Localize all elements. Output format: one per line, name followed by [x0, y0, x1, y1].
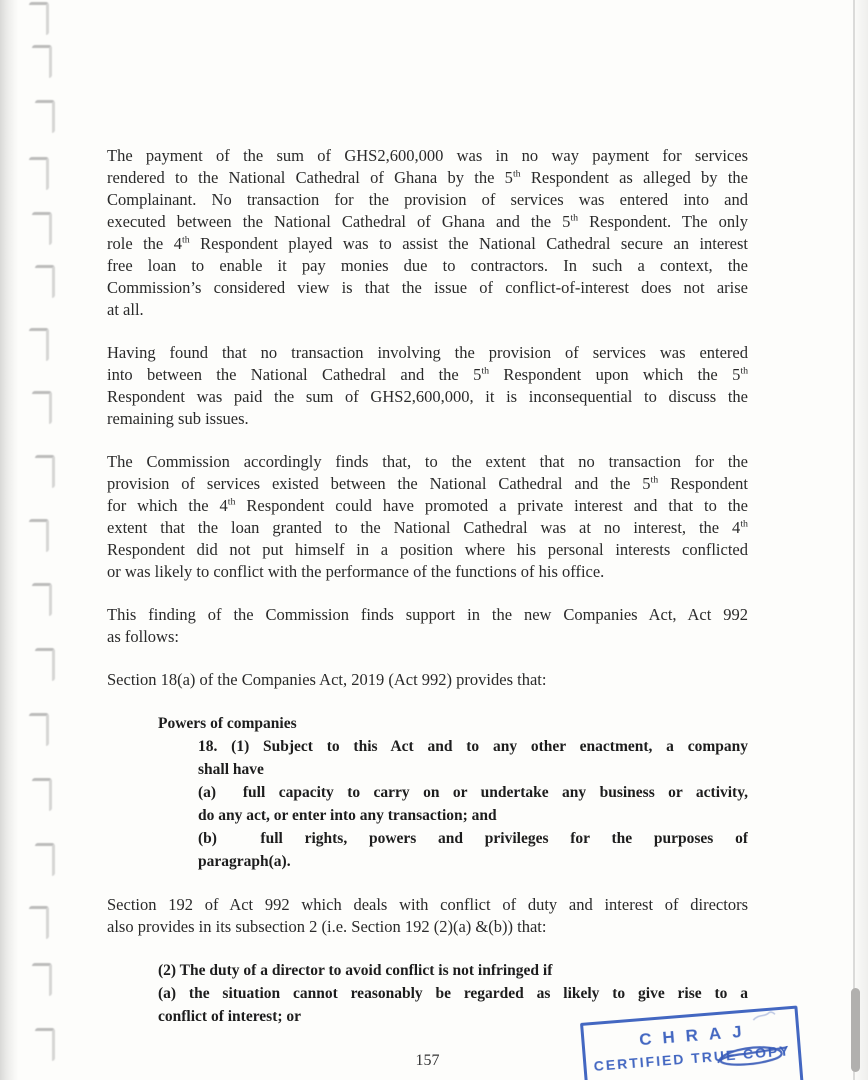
- binding-hole-mark: [29, 157, 49, 190]
- binding-hole-mark: [35, 1028, 55, 1061]
- text-line: Respondent was paid the sum of GHS2,600,000, it is inconsequential to discuss the: [107, 387, 748, 406]
- text-line: Respondent did not put himself in a position where his personal interests conflicted: [107, 540, 748, 559]
- binding-hole-mark: [35, 648, 55, 681]
- binding-hole-mark: [35, 455, 55, 488]
- binding-hole-mark: [35, 100, 55, 133]
- document-body: [107, 145, 748, 1028]
- text-line: do any act, or enter into any transaction; and: [198, 807, 497, 824]
- binding-hole-mark: [32, 212, 52, 245]
- binding-hole-mark: [29, 2, 49, 35]
- text-line: Commission’s considered view is that the issue of conflict-of-interest does not arise: [107, 278, 748, 297]
- text-line: The payment of the sum of GHS2,600,000 was in no way payment for services: [107, 146, 748, 165]
- binding-hole-mark: [32, 963, 52, 996]
- binding-hole-mark: [29, 328, 49, 361]
- text-line: rendered to the National Cathedral of Ghana by the 5th Respondent as alleged by the: [107, 168, 748, 187]
- binding-hole-mark: [32, 391, 52, 424]
- stamp-certification-text: CERTIFIED TRUE COPY: [593, 1042, 792, 1075]
- page-right-edge-line: [853, 0, 855, 1080]
- binding-hole-mark: [32, 778, 52, 811]
- text-line: Complainant. No transaction for the provision of services was entered into and: [107, 190, 748, 209]
- text-line: extent that the loan granted to the National Cathedral was at no interest, the 4th: [107, 518, 748, 537]
- text-line: also provides in its subsection 2 (i.e. Section 192 (2)(a) &(b)) that:: [107, 917, 547, 936]
- text-line: for which the 4th Respondent could have promoted a private interest and that to the: [107, 496, 748, 515]
- text-line: Powers of companies: [158, 715, 297, 732]
- text-line: The Commission accordingly finds that, to the extent that no transaction for the: [107, 452, 748, 471]
- binding-marks: [0, 0, 70, 1080]
- text-line: 18. (1) Subject to this Act and to any other enactment, a company: [198, 738, 748, 755]
- text-line: remaining sub issues.: [107, 409, 249, 428]
- binding-hole-mark: [32, 583, 52, 616]
- binding-hole-mark: [29, 906, 49, 939]
- binding-hole-mark: [29, 713, 49, 746]
- text-line: free loan to enable it pay monies due to contractors. In such a context, the: [107, 256, 748, 275]
- text-line: This finding of the Commission finds support in the new Companies Act, Act 992: [107, 605, 748, 624]
- text-line: (2) The duty of a director to avoid conflict is not infringed if: [158, 962, 553, 979]
- binding-hole-mark: [35, 843, 55, 876]
- binding-hole-mark: [35, 265, 55, 298]
- binding-hole-mark: [32, 45, 52, 78]
- paragraph-finding-support: [107, 604, 748, 648]
- text-line: provision of services existed between the National Cathedral and the 5th Respondent: [107, 474, 748, 493]
- text-line: Having found that no transaction involving the provision of services was entered: [107, 343, 748, 362]
- page-number: 157: [415, 1052, 440, 1069]
- paragraph-section-192-intro: [107, 894, 748, 938]
- quote-powers-of-companies: [107, 712, 748, 873]
- text-line: (a) full capacity to carry on or undertake any business or activity,: [198, 784, 748, 801]
- binding-hole-mark: [29, 519, 49, 552]
- paragraph-section-18a-intro: [107, 669, 748, 691]
- text-line: or was likely to conflict with the performance of the functions of his office.: [107, 562, 605, 581]
- text-line: as follows:: [107, 627, 179, 646]
- paragraph-having-found: [107, 342, 748, 430]
- text-line: conflict of interest; or: [158, 1008, 302, 1025]
- text-line: role the 4th Respondent played was to assist the National Cathedral secure an interest: [107, 234, 748, 253]
- text-line: into between the National Cathedral and the 5th Respondent upon which the 5th: [107, 365, 748, 384]
- text-line: executed between the National Cathedral of Ghana and the 5th Respondent. The only: [107, 212, 748, 231]
- text-line: (b) full rights, powers and privileges for the purposes of: [198, 830, 748, 847]
- paragraph-commission-finds: [107, 451, 748, 583]
- pen-mark: [751, 1008, 778, 1024]
- scrollbar-thumb[interactable]: [851, 988, 860, 1072]
- paragraph-payment-finding: [107, 145, 748, 321]
- text-line: paragraph(a).: [198, 853, 291, 870]
- text-line: shall have: [198, 761, 264, 778]
- text-line: Section 18(a) of the Companies Act, 2019 (Act 992) provides that:: [107, 670, 547, 689]
- signature-scribble: [711, 1042, 791, 1072]
- text-line: (a) the situation cannot reasonably be regarded as likely to give rise to a: [158, 985, 748, 1002]
- text-line: at all.: [107, 300, 144, 319]
- stamp-org-text: CHRAJ: [638, 1021, 754, 1050]
- text-line: Section 192 of Act 992 which deals with conflict of duty and interest of directors: [107, 895, 748, 914]
